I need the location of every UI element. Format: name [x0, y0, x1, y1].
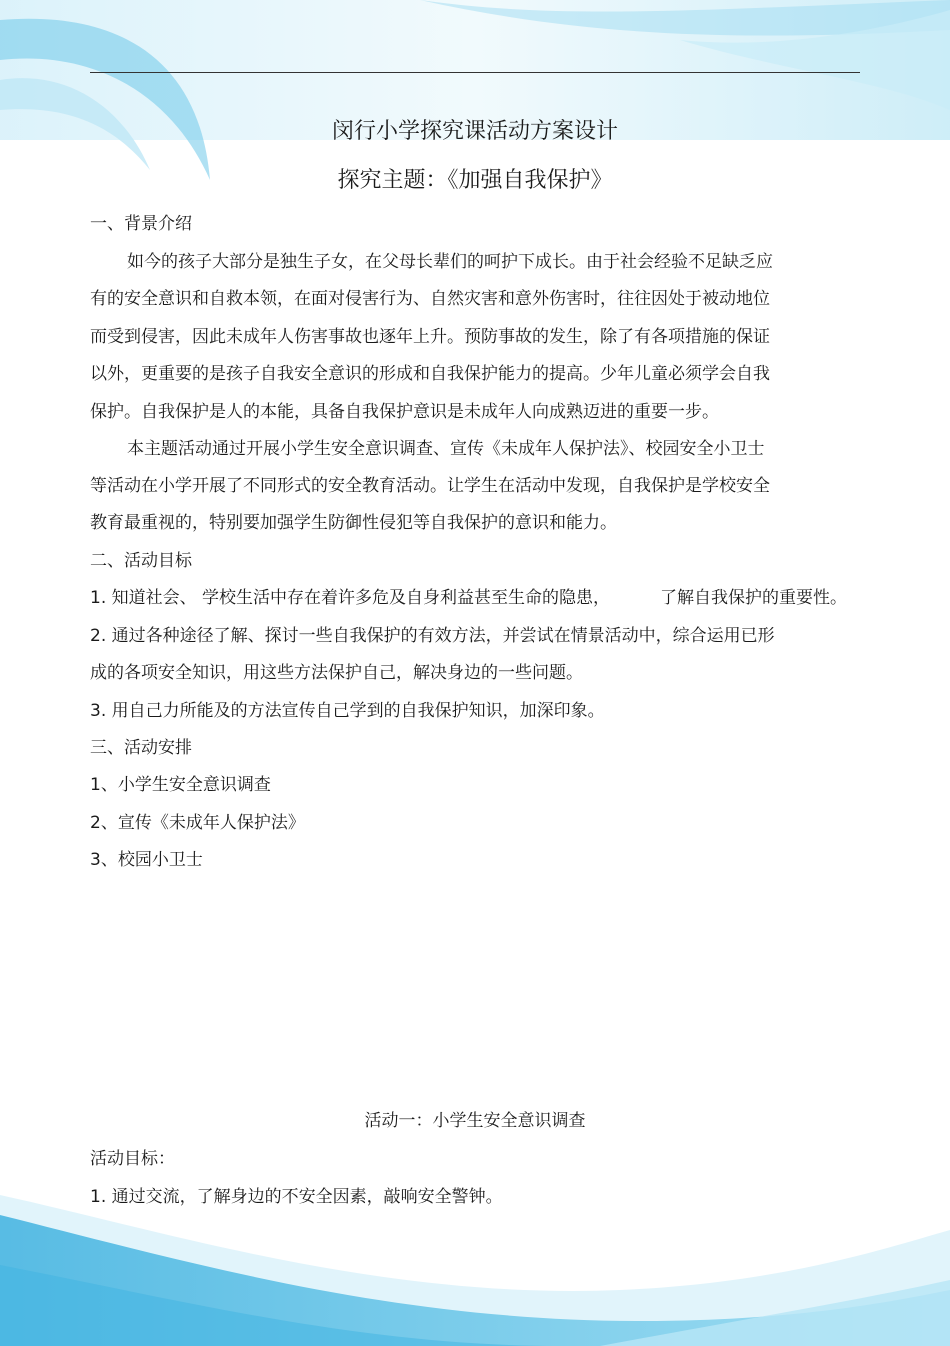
- document-title: 闵行小学探究课活动方案设计: [331, 119, 618, 144]
- arrangement-item: 2、宣传《未成年人保护法》: [90, 813, 305, 833]
- activity-goal-item: 1. 通过交流，了解身边的不安全因素，敲响安全警钟。: [90, 1187, 503, 1207]
- arrangement-item: 1、小学生安全意识调查: [90, 775, 271, 795]
- paragraph-line: 本主题活动通过开展小学生安全意识调查、宣传《未成年人保护法》、校园安全小卫士: [127, 439, 765, 459]
- paragraph-line: 而受到侵害，因此未成年人伤害事故也逐年上升。预防事故的发生，除了有各项措施的保证: [90, 327, 770, 347]
- goal-item-1: 1. 知道社会、 学校生活中存在着许多危及自身利益甚至生命的隐患，: [90, 588, 611, 608]
- paragraph-line: 如今的孩子大部分是独生子女，在父母长辈们的呵护下成长。由于社会经验不足缺乏应: [127, 252, 773, 272]
- goal-item-1-continued: 了解自我保护的重要性。: [660, 588, 847, 608]
- activity-goal-label: 活动目标：: [90, 1149, 175, 1169]
- goal-item-2: 2. 通过各种途径了解、探讨一些自我保护的有效方法，并尝试在情景活动中，综合运用已形: [90, 626, 775, 646]
- paragraph-line: 教育最重视的，特别要加强学生防御性侵犯等自我保护的意识和能力。: [90, 513, 617, 533]
- section-heading-background: 一、背景介绍: [90, 214, 192, 234]
- section-heading-goals: 二、活动目标: [90, 551, 192, 571]
- document-subtitle: 探究主题：《加强自我保护》: [337, 168, 613, 193]
- paragraph-line: 保护。自我保护是人的本能，具备自我保护意识是未成年人向成熟迈进的重要一步。: [90, 402, 719, 422]
- paragraph-line: 有的安全意识和自救本领，在面对侵害行为、自然灾害和意外伤害时，往往因处于被动地位: [90, 289, 770, 309]
- section-heading-arrangement: 三、活动安排: [90, 738, 192, 758]
- goal-item-3: 3. 用自己力所能及的方法宣传自己学到的自我保护知识，加深印象。: [90, 701, 605, 721]
- paragraph-line: 以外，更重要的是孩子自我安全意识的形成和自我保护能力的提高。少年儿童必须学会自我: [90, 364, 770, 384]
- arrangement-item: 3、校园小卫士: [90, 850, 203, 870]
- activity-heading: 活动一：小学生安全意识调查: [364, 1111, 586, 1131]
- goal-item-2-continued: 成的各项安全知识，用这些方法保护自己，解决身边的一些问题。: [90, 663, 583, 683]
- header-rule: [90, 72, 860, 73]
- paragraph-line: 等活动在小学开展了不同形式的安全教育活动。让学生在活动中发现，自我保护是学校安全: [90, 476, 770, 496]
